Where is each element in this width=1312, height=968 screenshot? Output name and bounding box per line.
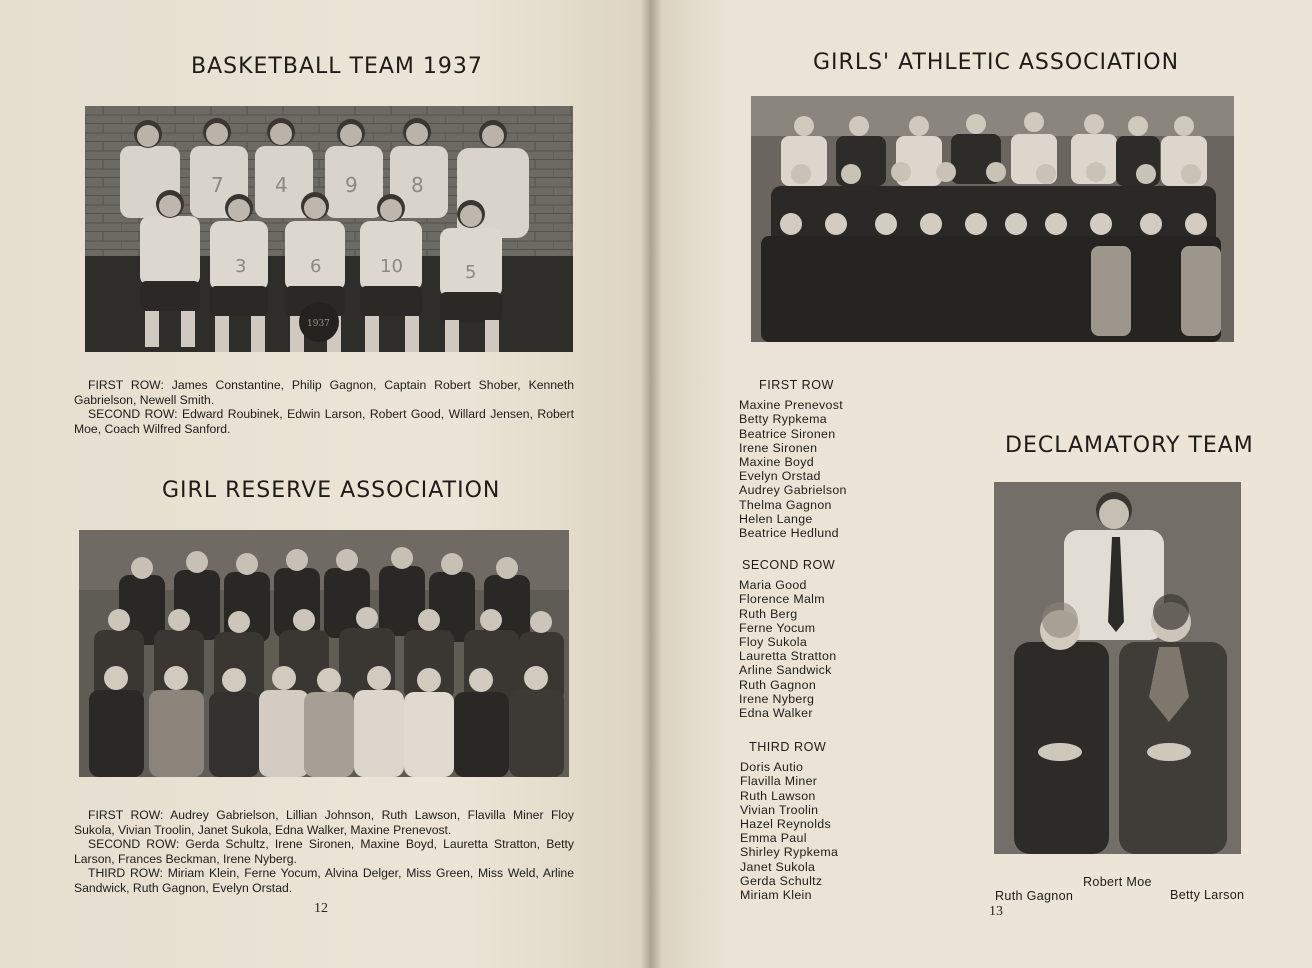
list-item: Gerda Schultz xyxy=(740,873,823,888)
list-item: Maxine Prenevost xyxy=(739,398,843,413)
list-item: Florence Malm xyxy=(739,592,825,607)
list-item: Betty Rypkema xyxy=(739,412,827,427)
list-item: Beatrice Hedlund xyxy=(739,526,839,541)
jersey-number: 5 xyxy=(465,262,477,283)
page-number-right: 13 xyxy=(989,904,1003,919)
list-item: Beatrice Sironen xyxy=(739,426,836,441)
list-item: Doris Autio xyxy=(740,760,804,775)
list-item: Ruth Gagnon xyxy=(739,677,817,692)
list-item: Flavilla Miner xyxy=(740,774,818,789)
gaa-second-row-heading: SECOND ROW xyxy=(742,558,836,572)
list-item: Emma Paul xyxy=(740,831,807,846)
ball-label: 1937 xyxy=(307,319,330,329)
list-item: Hazel Reynolds xyxy=(740,817,831,832)
right-page xyxy=(650,0,1312,968)
gaa-first-row-list xyxy=(739,378,847,540)
gaa-third-row-heading: THIRD ROW xyxy=(749,740,827,754)
gaa-second-row-list xyxy=(739,558,836,720)
list-item: Lauretta Stratton xyxy=(739,649,837,664)
declamatory-name-top: Robert Moe xyxy=(1083,875,1152,889)
girl-reserve-third-row: THIRD ROW: Miriam Klein, Ferne Yocum, Alvina Delger, Miss Green, Miss Weld, Arline Sandwick, Ruth Gagnon, Evelyn Orstad. xyxy=(74,866,574,895)
girl-reserve-caption xyxy=(74,808,574,896)
girl-reserve-title: GIRL RESERVE ASSOCIATION xyxy=(162,478,501,503)
jersey-number: 10 xyxy=(380,256,403,277)
girl-reserve-first-row: FIRST ROW: Audrey Gabrielson, Lillian Johnson, Ruth Lawson, Flavilla Miner Floy Sukola, Vivian Troolin, Janet Sukola, Edna Walker, Maxine Prenevost. xyxy=(74,808,574,837)
declamatory-name-right: Betty Larson xyxy=(1170,888,1245,902)
jersey-number: 8 xyxy=(411,173,424,197)
declamatory-photo xyxy=(994,482,1241,854)
declamatory-title: DECLAMATORY TEAM xyxy=(1005,433,1254,458)
list-item: Shirley Rypkema xyxy=(740,845,839,860)
gaa-third-row-list xyxy=(740,740,838,902)
list-item: Irene Nyberg xyxy=(739,691,815,706)
gaa-title: GIRLS' ATHLETIC ASSOCIATION xyxy=(813,50,1180,75)
basketball-title: BASKETBALL TEAM 1937 xyxy=(191,54,483,79)
list-item: Helen Lange xyxy=(739,511,813,526)
list-item: Irene Sironen xyxy=(739,440,818,455)
list-item: Ruth Lawson xyxy=(740,788,816,803)
basketball-caption xyxy=(74,378,574,436)
jersey-number: 9 xyxy=(345,173,358,197)
list-item: Janet Sukola xyxy=(740,859,816,874)
jersey-number: 7 xyxy=(211,173,224,197)
jersey-number: 6 xyxy=(310,256,322,277)
list-item: Miriam Klein xyxy=(740,888,812,903)
list-item: Ferne Yocum xyxy=(739,620,816,635)
declamatory-name-left: Ruth Gagnon xyxy=(995,889,1074,903)
list-item: Evelyn Orstad xyxy=(739,469,821,484)
jersey-number: 3 xyxy=(235,256,247,277)
girl-reserve-photo xyxy=(79,530,569,777)
list-item: Audrey Gabrielson xyxy=(739,483,847,498)
left-page xyxy=(0,0,650,968)
list-item: Floy Sukola xyxy=(739,635,808,650)
list-item: Arline Sandwick xyxy=(739,663,832,678)
basketball-team-photo xyxy=(85,106,573,352)
list-item: Thelma Gagnon xyxy=(739,497,832,512)
gaa-first-row-heading: FIRST ROW xyxy=(759,378,834,392)
basketball-first-row: FIRST ROW: James Constantine, Philip Gagnon, Captain Robert Shober, Kenneth Gabrielson, Newell Smith. xyxy=(74,378,574,407)
gaa-photo xyxy=(751,96,1234,342)
list-item: Edna Walker xyxy=(739,706,813,721)
book-gutter xyxy=(640,0,662,968)
girl-reserve-second-row: SECOND ROW: Gerda Schultz, Irene Sironen, Maxine Boyd, Lauretta Stratton, Betty Larson, Frances Beckman, Irene Nyberg. xyxy=(74,837,574,866)
basketball-second-row: SECOND ROW: Edward Roubinek, Edwin Larson, Robert Good, Willard Jensen, Robert Moe, Coach Wilfred Sanford. xyxy=(74,407,574,436)
page-number-left: 12 xyxy=(314,901,328,916)
list-item: Vivian Troolin xyxy=(740,802,819,817)
list-item: Maxine Boyd xyxy=(739,455,814,470)
list-item: Ruth Berg xyxy=(739,606,798,621)
jersey-number: 4 xyxy=(275,173,288,197)
list-item: Maria Good xyxy=(739,578,807,593)
